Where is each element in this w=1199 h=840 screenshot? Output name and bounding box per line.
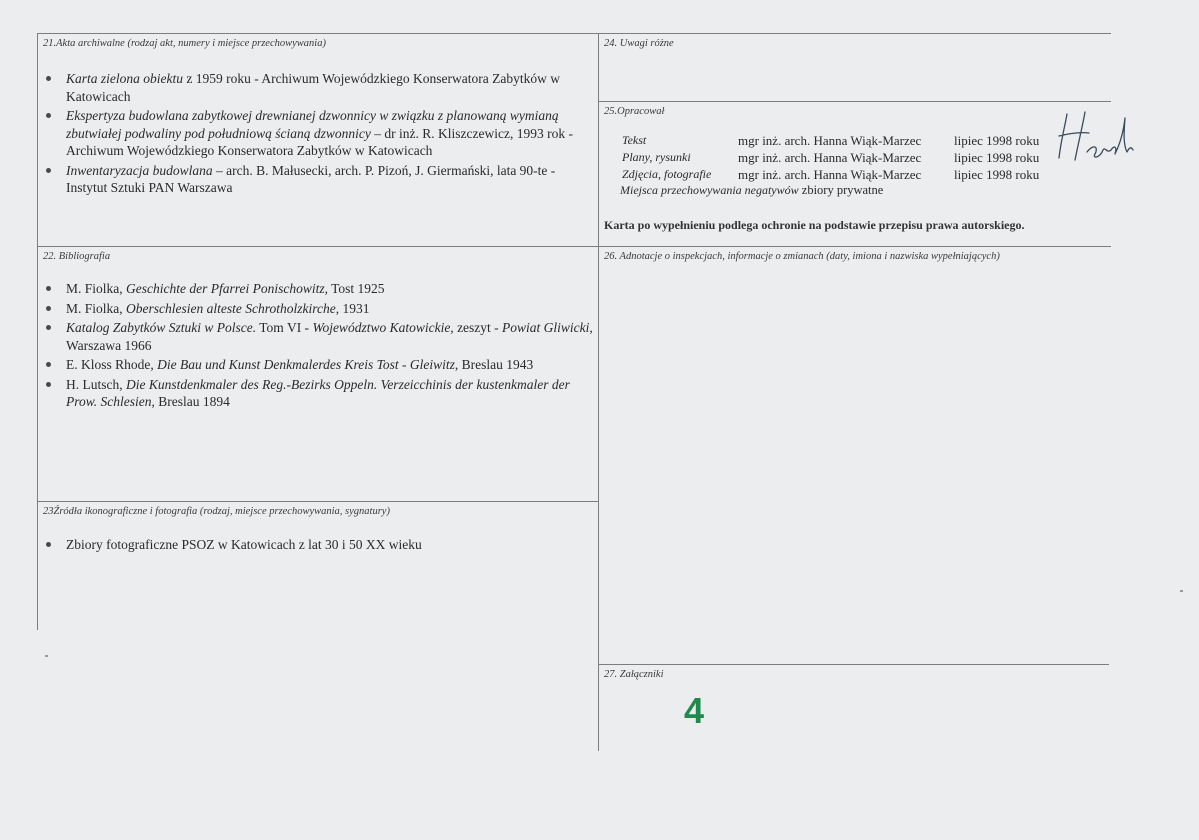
bib-publication: , Warszawa 1966 — [66, 320, 593, 353]
scan-mark — [1180, 590, 1183, 592]
scan-mark — [45, 655, 48, 657]
bullet-icon — [46, 286, 51, 291]
copyright-note: Karta po wypełnieniu podlega ochronie na podstawie przepisu prawa autorskiego. — [604, 218, 1025, 232]
archive-item-detail: – dr inż. R. Kliszczewicz, 1993 rok - Archiwum Wojewódzkiego Konserwatora Zabytków w Katowicach — [66, 125, 573, 158]
section-27-title: 27. Załączniki — [604, 669, 664, 680]
bib-author: E. Kloss Rhode, — [66, 357, 158, 372]
list-item — [40, 280, 598, 298]
rule-23-top — [37, 501, 598, 502]
bib-district: Powiat Gliwicki — [502, 320, 590, 335]
section-25-title: 25.Opracował — [604, 106, 665, 117]
list-item — [40, 162, 598, 197]
credit-role: Zdjęcia, fotografie — [622, 167, 712, 181]
section-24-title: 24. Uwagi różne — [604, 38, 674, 49]
section-26-title: 26. Adnotacje o inspekcjach, informacje o zmianach (daty, imiona i nazwiska wypełniających) — [604, 251, 1000, 262]
bullet-icon — [46, 382, 51, 387]
bib-title: Oberschlesien alteste Schrotholzkirche — [126, 300, 336, 316]
bib-title: Katalog Zabytków Sztuki w Polsce. — [66, 320, 257, 335]
list-item — [40, 536, 598, 554]
section-23-list — [40, 536, 598, 556]
section-22-title: 22. Bibliografia — [43, 251, 111, 262]
credit-date: lipiec 1998 roku — [954, 150, 1040, 165]
bullet-icon — [46, 76, 51, 81]
rule-top-right — [598, 33, 1111, 34]
list-item — [40, 356, 598, 374]
negatives-value: zbiory prywatne — [798, 183, 884, 197]
archive-item-detail: z 1959 roku - Archiwum Wojewódzkiego Konserwatora Zabytków w Katowicach — [66, 71, 560, 104]
rule-top-left — [37, 33, 598, 34]
bib-author: H. Lutsch, — [66, 376, 126, 392]
source-item: Zbiory fotograficzne PSOZ w Katowicach z lat 30 i 50 XX wieku — [66, 537, 422, 552]
list-item — [40, 300, 598, 318]
credit-author: mgr inż. arch. Hanna Wiąk-Marzec — [738, 150, 922, 165]
list-item — [40, 70, 598, 105]
rule-26-top — [598, 246, 1111, 247]
signature-icon — [1045, 106, 1135, 168]
bullet-icon — [46, 306, 51, 311]
rule-27-top — [598, 664, 1109, 665]
bib-title: Die Kunstdenkmaler des Reg.-Bezirks Oppeln. Verzeicchinis der kustenkmaler der Prow. Schlesien — [66, 376, 570, 409]
credit-date: lipiec 1998 roku — [954, 167, 1040, 182]
bullet-icon — [46, 168, 51, 173]
bib-publication: , Breslau 1894 — [151, 394, 230, 409]
bullet-icon — [46, 113, 51, 118]
bib-volume: Tom VI - — [256, 320, 313, 335]
section-23-title: 23Źródła ikonograficzne i fotografia (rodzaj, miejsce przechowywania, sygnatury) — [43, 506, 390, 517]
archive-item-title: Inwentaryzacja budowlana — [66, 162, 213, 178]
list-item — [40, 319, 598, 354]
bib-author: M. Fiolka, — [66, 300, 127, 316]
rule-left-vertical — [37, 33, 38, 630]
rule-center-vertical — [598, 33, 599, 751]
bullet-icon — [46, 542, 51, 547]
credit-date: lipiec 1998 roku — [954, 133, 1040, 148]
section-22-list — [40, 280, 598, 413]
credit-author: mgr inż. arch. Hanna Wiąk-Marzec — [738, 133, 922, 148]
credit-role: Tekst — [622, 133, 647, 147]
credit-author: mgr inż. arch. Hanna Wiąk-Marzec — [738, 167, 922, 182]
list-item — [40, 376, 598, 411]
section-21-list — [40, 70, 598, 199]
section-21-title: 21.Akta archiwalne (rodzaj akt, numery i miejsce przechowywania) — [43, 38, 326, 49]
bullet-icon — [46, 325, 51, 330]
page-number: 4 — [684, 690, 705, 731]
bib-title: Die Bau und Kunst Denkmalerdes Kreis Tost - Gleiwitz — [157, 357, 455, 372]
negatives-label: Miejsca przechowywania negatywów — [620, 183, 799, 197]
bib-region: Województwo Katowickie, — [312, 320, 454, 335]
bullet-icon — [46, 362, 51, 367]
bib-author: M. Fiolka, — [66, 281, 127, 296]
archive-item-detail: – arch. B. Małusecki, arch. P. Pizoń, J. Giermański, lata 90-te - Instytut Sztuki PAN Warszawa — [66, 162, 556, 195]
rule-22-top — [37, 246, 598, 247]
credit-role: Plany, rysunki — [622, 150, 691, 164]
negatives-location — [620, 183, 883, 198]
archive-item-title: Karta zielona obiektu — [66, 71, 183, 86]
bib-publication: , Breslau 1943 — [454, 357, 534, 372]
list-item — [40, 107, 598, 160]
bib-title: Geschichte der Pfarrei Ponischowitz — [126, 281, 325, 296]
rule-25-top — [598, 101, 1111, 102]
bib-publication: , 1931 — [335, 300, 370, 316]
bib-issue: zeszyt - — [453, 320, 503, 335]
bib-publication: , Tost 1925 — [324, 281, 385, 296]
archive-item-title: Ekspertyza budowlana zabytkowej drewnianej dzwonnicy w związku z planowaną wymianą zbutwiałej podwaliny pod południową ścianą dzwonnicy — [66, 108, 559, 141]
